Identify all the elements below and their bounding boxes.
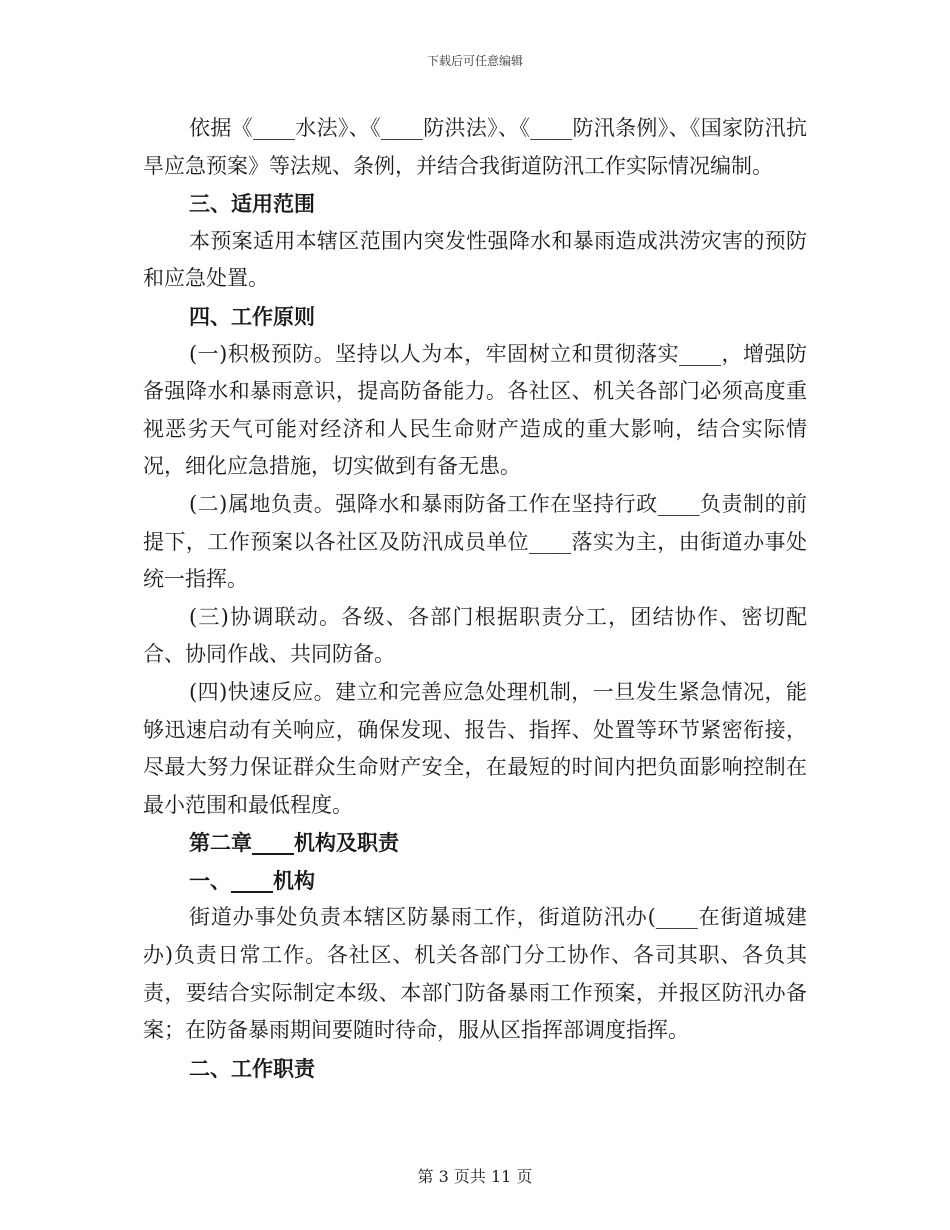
body-paragraph: (二)属地负责。强降水和暴雨防备工作在坚持行政____负责制的前提下，工作预案以各社区及防汛成员单位____落实为主，由街道办事处统一指挥。 xyxy=(143,491,807,592)
body-paragraph: 街道办事处负责本辖区防暴雨工作，街道防汛办(____在街道城建办)负责日常工作。各社区、机关各部门分工协作、各司其职、各负其责，要结合实际制定本级、本部门防备暴雨工作预案，并报区防汛办备案；在防备暴雨期间要随时待命，服从区指挥部调度指挥。 xyxy=(143,905,807,1043)
body-paragraph: (一)积极预防。坚持以人为本，牢固树立和贯彻落实____，增强防备强降水和暴雨意识，提高防备能力。各社区、机关各部门必须高度重视恶劣天气可能对经济和人民生命财产造成的重大影响，结合实际情况，细化应急措施，切实做到有备无患。 xyxy=(143,341,807,479)
body-paragraph: (三)协调联动。各级、各部门根据职责分工，团结协作、密切配合、协同作战、共同防备。 xyxy=(143,604,807,667)
body-paragraph: (四)快速反应。建立和完善应急处理机制，一旦发生紧急情况，能够迅速启动有关响应，确保发现、报告、指挥、处置等环节紧密衔接，尽最大努力保证群众生命财产安全，在最短的时间内把负面影响控制在最小范围和最低程度。 xyxy=(143,679,807,817)
chapter-heading: 第二章____机构及职责 xyxy=(189,830,399,856)
document-body xyxy=(143,110,807,1087)
section-heading: 三、适用范围 xyxy=(189,191,315,217)
section-heading: 四、工作原则 xyxy=(189,303,315,329)
page-footer: 第 3 页共 11 页 xyxy=(417,1167,533,1186)
section-heading: 二、工作职责 xyxy=(189,1055,315,1081)
body-paragraph: 依据《____水法》、《____防洪法》、《____防汛条例》、《国家防汛抗旱应急预案》等法规、条例，并结合我街道防汛工作实际情况编制。 xyxy=(143,116,807,178)
body-paragraph: 本预案适用本辖区范围内突发性强降水和暴雨造成洪涝灾害的预防和应急处置。 xyxy=(143,228,807,291)
section-heading: 一、____机构 xyxy=(189,867,315,893)
page-header: 下载后可任意编辑 xyxy=(426,54,523,68)
